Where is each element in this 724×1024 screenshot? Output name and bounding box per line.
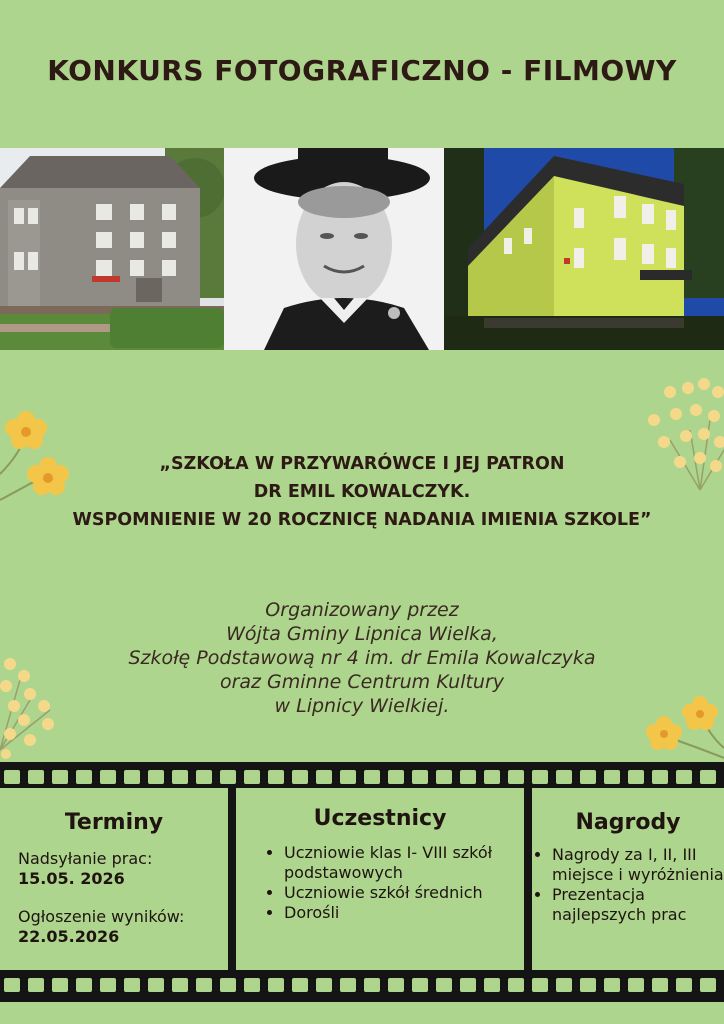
frame-uczestnicy	[236, 788, 524, 970]
film-perforation	[316, 770, 332, 784]
film-perforation	[100, 770, 116, 784]
film-perforation	[556, 978, 572, 992]
film-perforations-top	[0, 766, 724, 788]
film-perforation	[364, 770, 380, 784]
film-perforation	[220, 978, 236, 992]
film-perforation	[28, 978, 44, 992]
nagrody-heading: Nagrody	[575, 810, 681, 835]
film-perforation	[316, 978, 332, 992]
film-perforation	[460, 770, 476, 784]
film-perforation	[532, 978, 548, 992]
frame-terminy	[0, 788, 228, 970]
submit-date: 15.05. 2026	[18, 869, 125, 888]
organizers-line-1: Organizowany przez	[265, 599, 459, 621]
terminy-heading: Terminy	[64, 810, 164, 835]
film-strip	[0, 762, 724, 1002]
nagrody-list	[532, 845, 724, 925]
contest-name-line-3: WSPOMNIENIE W 20 ROCZNICĘ NADANIA IMIENIA SZKOLE”	[72, 510, 652, 530]
film-perforation	[244, 978, 260, 992]
film-perforation	[532, 770, 548, 784]
results-label: Ogłoszenie wyników:	[18, 907, 185, 926]
film-perforation	[100, 978, 116, 992]
film-perforation	[700, 978, 716, 992]
organizers-line-5: w Lipnicy Wielkiej.	[274, 695, 450, 717]
organizers-line-4: oraz Gminne Centrum Kultury	[219, 671, 505, 693]
film-perforation	[484, 770, 500, 784]
results-date: 22.05.2026	[18, 927, 120, 946]
film-perforation	[148, 978, 164, 992]
film-perforation	[364, 978, 380, 992]
film-perforation	[700, 770, 716, 784]
film-perforation	[268, 770, 284, 784]
film-perforation	[124, 770, 140, 784]
film-perforation	[676, 978, 692, 992]
film-perforation	[388, 770, 404, 784]
list-item: • Dorośli	[284, 903, 524, 923]
uczestnicy-list	[262, 843, 524, 923]
film-perforation	[652, 978, 668, 992]
contest-name-line-1: „SZKOŁA W PRZYWARÓWCE I JEJ PATRON	[159, 454, 565, 474]
old-school-building-photo	[0, 148, 224, 350]
film-perforation	[628, 770, 644, 784]
film-perforations-bottom	[0, 974, 724, 996]
film-perforation	[436, 770, 452, 784]
film-perforation	[52, 770, 68, 784]
patron-portrait-photo	[224, 148, 444, 350]
film-perforation	[580, 770, 596, 784]
list-item: • Nagrody za I, II, III miejsce i wyróżnienia	[552, 845, 724, 885]
poster-title: KONKURS FOTOGRAFICZNO - FILMOWY	[47, 54, 677, 87]
frame-nagrody	[532, 788, 724, 970]
film-perforation	[4, 770, 20, 784]
list-item: • Uczniowie klas I- VIII szkół podstawowych	[284, 843, 524, 883]
film-perforation	[508, 978, 524, 992]
film-perforation	[340, 978, 356, 992]
film-perforation	[4, 978, 20, 992]
film-perforation	[460, 978, 476, 992]
film-perforation	[76, 978, 92, 992]
list-item: • Prezentacja najlepszych prac	[552, 885, 724, 925]
organizers	[0, 598, 724, 718]
film-perforation	[76, 770, 92, 784]
list-item: • Uczniowie szkół średnich	[284, 883, 524, 903]
photo-strip	[0, 148, 724, 350]
film-perforation	[124, 978, 140, 992]
organizers-line-3: Szkołę Podstawową nr 4 im. dr Emila Kowalczyka	[128, 647, 596, 669]
film-perforation	[148, 770, 164, 784]
film-perforation	[556, 770, 572, 784]
organizers-line-2: Wójta Gminy Lipnica Wielka,	[226, 623, 498, 645]
film-perforation	[628, 978, 644, 992]
film-perforation	[388, 978, 404, 992]
film-perforation	[604, 770, 620, 784]
renovated-school-building-photo	[444, 148, 724, 350]
film-perforation	[52, 978, 68, 992]
film-perforation	[508, 770, 524, 784]
film-perforation	[580, 978, 596, 992]
film-perforation	[676, 770, 692, 784]
film-perforation	[268, 978, 284, 992]
submit-label: Nadsyłanie prac:	[18, 849, 153, 868]
film-perforation	[340, 770, 356, 784]
film-perforation	[172, 978, 188, 992]
contest-name	[0, 450, 724, 534]
film-perforation	[292, 770, 308, 784]
film-perforation	[196, 770, 212, 784]
film-perforation	[604, 978, 620, 992]
film-perforation	[292, 978, 308, 992]
film-perforation	[436, 978, 452, 992]
film-perforation	[220, 770, 236, 784]
film-perforation	[196, 978, 212, 992]
film-perforation	[28, 770, 44, 784]
film-perforation	[652, 770, 668, 784]
film-perforation	[412, 978, 428, 992]
film-perforation	[244, 770, 260, 784]
contest-name-line-2: DR EMIL KOWALCZYK.	[253, 482, 471, 502]
film-perforation	[484, 978, 500, 992]
film-perforation	[412, 770, 428, 784]
uczestnicy-heading: Uczestnicy	[313, 806, 447, 831]
film-perforation	[172, 770, 188, 784]
